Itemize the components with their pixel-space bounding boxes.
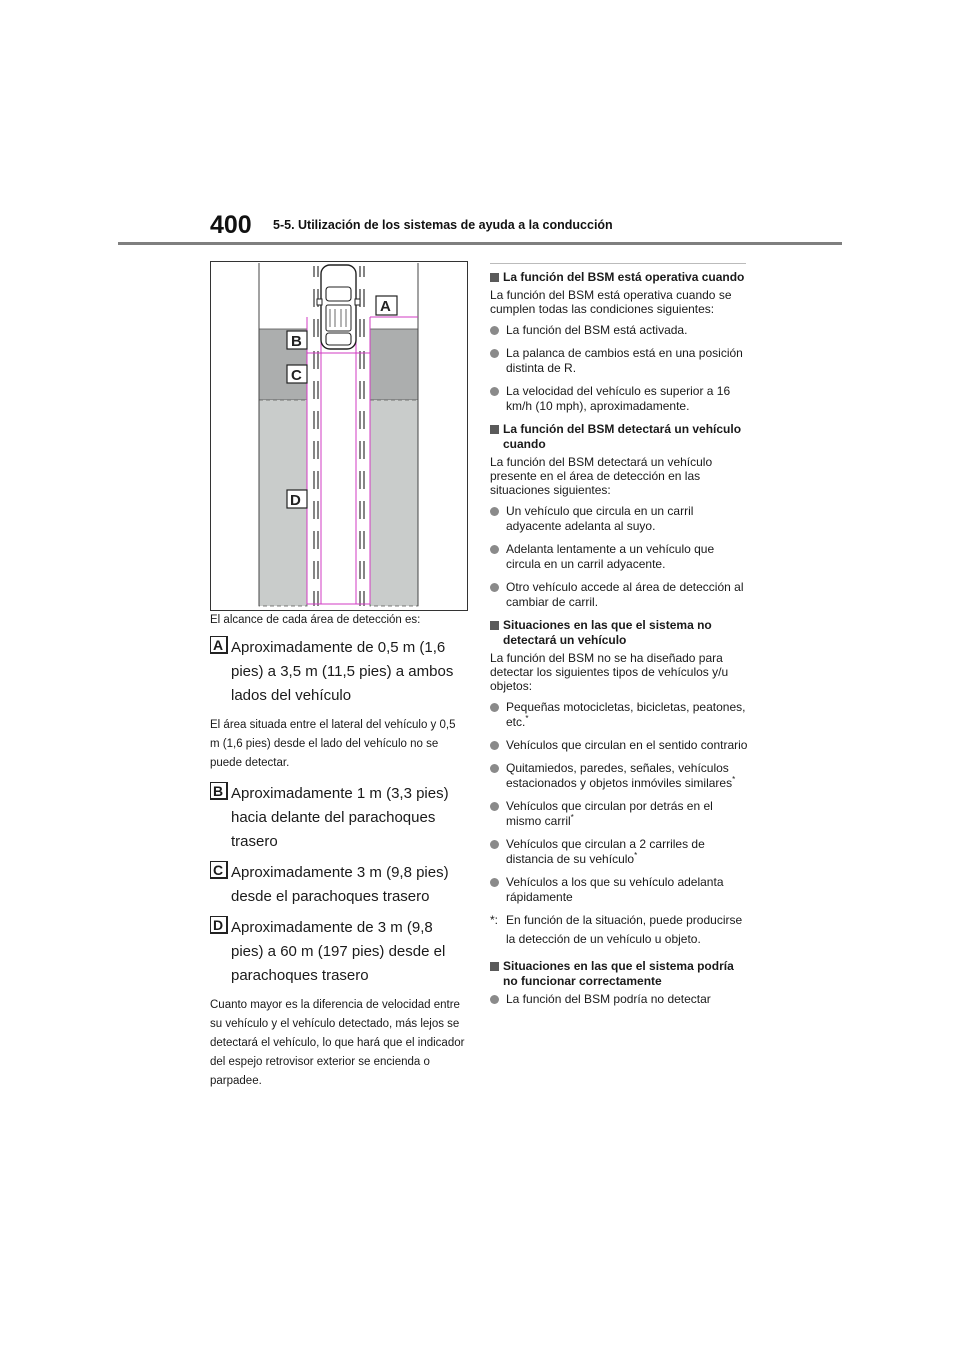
- section-intro-not-detect: La función del BSM no se ha diseñado para detectar los siguientes tipos de vehículos y/u objetos:: [490, 651, 729, 693]
- bullet-icon: [490, 878, 499, 887]
- section-title-malfunction: Situaciones en las que el sistema podría no funcionar correctamente: [490, 959, 750, 989]
- range-item-d: [210, 916, 465, 988]
- svg-text:D: D: [290, 492, 301, 509]
- footnote-star: *: [634, 851, 638, 860]
- footnote-star: *: [732, 775, 736, 784]
- list-item: La velocidad del vehículo es superior a 16 km/h (10 mph), aproximadamente.: [490, 384, 750, 414]
- section-square-icon: [490, 425, 499, 434]
- section-divider: [490, 263, 746, 264]
- bullet-icon: [490, 802, 499, 811]
- section-title-detects: La función del BSM detectará un vehículo cuando: [490, 422, 750, 452]
- footnote-mark: *:: [490, 913, 499, 927]
- badge-b: B: [210, 782, 228, 800]
- badge-a: A: [210, 636, 228, 654]
- list-item: Vehículos que circulan a 2 carriles de distancia de su vehículo*: [490, 837, 750, 867]
- zone-b-right: [370, 329, 418, 400]
- header-divider: [118, 242, 842, 245]
- range-text-a: Aproximadamente de 0,5 m (1,6 pies) a 3,5 m (11,5 pies) a ambos lados del vehículo: [231, 639, 454, 704]
- label-b: [287, 331, 307, 350]
- list-item: La palanca de cambios está en una posición distinta de R.: [490, 346, 750, 376]
- bullet-icon: [490, 507, 499, 516]
- section-square-icon: [490, 962, 499, 971]
- detection-area-diagram: [210, 261, 468, 611]
- list-item: Un vehículo que circula en un carril adyacente adelanta al suyo.: [490, 504, 750, 534]
- footnote: *: En función de la situación, puede producirse la detección de un vehículo u objeto.: [490, 913, 743, 946]
- range-item-c: [210, 861, 465, 909]
- bullet-icon: [490, 995, 499, 1004]
- label-c: [287, 365, 307, 384]
- section-title-operative: La función del BSM está operativa cuando: [490, 270, 750, 285]
- bullet-icon: [490, 703, 499, 712]
- right-column: [490, 263, 750, 1015]
- vehicle-icon: [317, 265, 360, 349]
- bullet-icon: [490, 840, 499, 849]
- label-d: [287, 490, 307, 509]
- note-speed: Cuanto mayor es la diferencia de velocidad entre su vehículo y el vehículo detectado, más lejos se detectará el vehículo, lo que hará que el indicador del espejo retrovisor exterior se encienda o parpadee.: [210, 999, 465, 1087]
- list-item: La función del BSM está activada.: [490, 323, 750, 338]
- range-text-c: Aproximadamente 3 m (9,8 pies) desde el parachoques trasero: [231, 864, 449, 905]
- list-item: Otro vehículo accede al área de detección al cambiar de carril.: [490, 580, 750, 610]
- section-intro-detects: La función del BSM detectará un vehículo presente en el área de detección en las situaciones siguientes:: [490, 455, 713, 497]
- bullet-icon: [490, 583, 499, 592]
- list-item: Vehículos a los que su vehículo adelanta rápidamente: [490, 875, 750, 905]
- range-text-d: Aproximadamente de 3 m (9,8 pies) a 60 m (197 pies) desde el parachoques trasero: [231, 919, 446, 984]
- list-item: Pequeñas motocicletas, bicicletas, peatones, etc.*: [490, 700, 750, 730]
- section-intro-operative: La función del BSM está operativa cuando se cumplen todas las condiciones siguientes:: [490, 288, 732, 316]
- badge-c: C: [210, 861, 228, 879]
- section-square-icon: [490, 273, 499, 282]
- list-item: Vehículos que circulan en el sentido contrario: [490, 738, 750, 753]
- bullet-icon: [490, 764, 499, 773]
- footnote-star: *: [525, 714, 529, 723]
- section-square-icon: [490, 621, 499, 630]
- badge-d: D: [210, 916, 228, 934]
- list-item: Quitamiedos, paredes, señales, vehículos estacionados y objetos inmóviles similares*: [490, 761, 750, 791]
- svg-text:A: A: [380, 298, 391, 315]
- range-item-a: [210, 636, 465, 708]
- bullet-icon: [490, 387, 499, 396]
- range-text-b: Aproximadamente 1 m (3,3 pies) hacia delante del parachoques trasero: [231, 785, 449, 850]
- section-title-not-detect: Situaciones en las que el sistema no detectará un vehículo: [490, 618, 750, 648]
- list-item: La función del BSM podría no detectar: [490, 992, 750, 1007]
- svg-text:C: C: [291, 367, 302, 384]
- bullet-icon: [490, 349, 499, 358]
- zone-d-right: [370, 400, 418, 606]
- diagram-caption: El alcance de cada área de detección es:: [210, 614, 421, 626]
- bullet-icon: [490, 545, 499, 554]
- note-a: El área situada entre el lateral del vehículo y 0,5 m (1,6 pies) desde el lado del vehículo no se puede detectar.: [210, 719, 456, 769]
- label-a: [376, 296, 397, 315]
- list-item: Adelanta lentamente a un vehículo que circula en un carril adyacente.: [490, 542, 750, 572]
- footnote-star: *: [570, 813, 574, 822]
- list-item: Vehículos que circulan por detrás en el mismo carril*: [490, 799, 750, 829]
- page-number: 400: [210, 211, 252, 239]
- section-header: 5-5. Utilización de los sistemas de ayuda a la conducción: [273, 218, 613, 232]
- bullet-icon: [490, 741, 499, 750]
- bullet-icon: [490, 326, 499, 335]
- range-item-b: [210, 782, 465, 854]
- left-column: [210, 612, 465, 1101]
- svg-text:B: B: [291, 333, 302, 350]
